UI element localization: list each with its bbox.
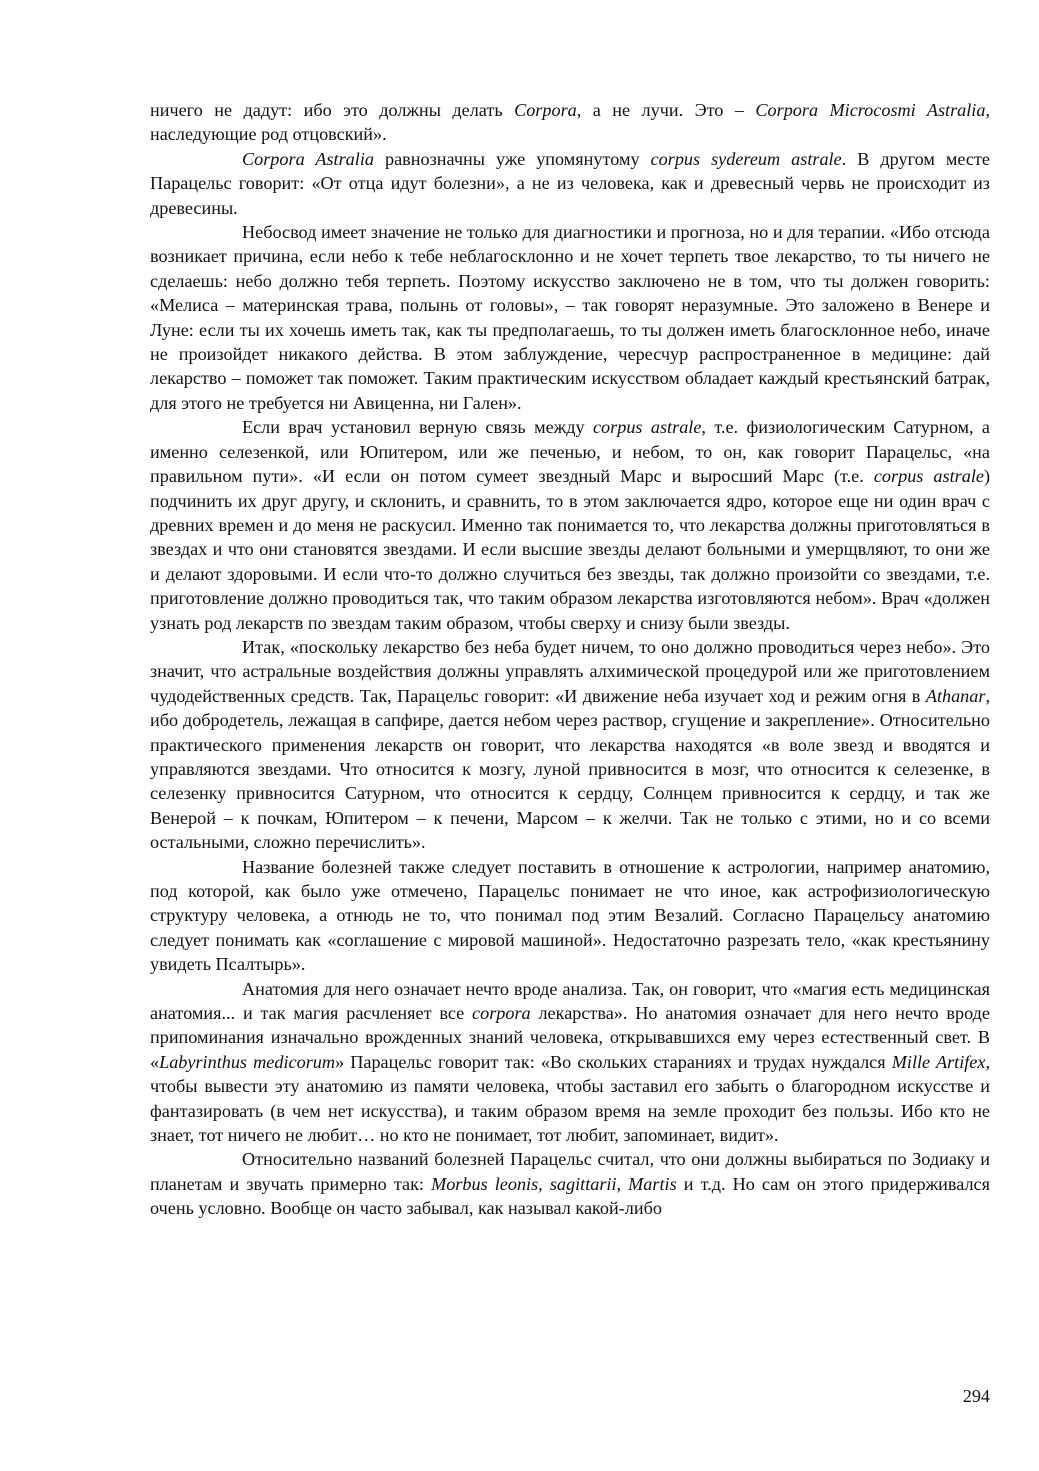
text-run: Название болезней также следует поставить в отношение к астрологии, например анатомию, под которой, как было уже отмечено, Парацельс понимает не что иное, как астрофизиологическую структуру человека, а отнюдь не то, что понимал под этим Везалий. Согласно Парацельсу анатомию следует понимать как «соглашение с мировой машиной». Недостаточно разрезать тело, «как крестьянину увидеть Псалтырь». — [150, 856, 990, 975]
paragraph — [150, 855, 990, 977]
paragraph — [150, 1147, 990, 1220]
text-run: ) подчинить их друг другу, и склонить, и сравнить, то в этом заключается ядро, которое еще ни один врач с древних времен и до меня не раскусил. Именно так понимается то, что лекарства должны приготовляться в звездах и что они становятся звездами. И если высшие звезды делают больными и умерщвляют, то они же и делают здоровыми. И если что-то должно случиться без звезды, так должно произойти со звездами, т.е. приготовление должно проводиться так, что таким образом лекарства изготовляются небом». Врач «должен узнать род лекарств по звездам таким образом, чтобы сверху и снизу были звезды. — [150, 466, 991, 633]
paragraph — [150, 415, 990, 635]
italic-term: Mille Artifex — [891, 1051, 986, 1072]
text-run: , наследующие род отцовский». — [150, 100, 990, 145]
body-text — [150, 98, 990, 1221]
italic-term: Corpora Astralia — [242, 148, 374, 169]
italic-term: Corpora Microcosmi Astralia — [755, 100, 986, 120]
text-run: и т.д. Но сам он этого придерживался очень условно. Вообще он часто забывал, как называл какой-либо — [150, 1173, 990, 1219]
text-run: . В другом месте Парацельс говорит: «От отца идут болезни», а не из человека, как и древесный червь не происходит из древесины. — [150, 148, 990, 218]
italic-term: corpus sydereum astrale — [650, 148, 842, 169]
italic-term: Athanar — [925, 685, 986, 706]
text-run: , ибо добродетель, лежащая в сапфире, дается небом через раствор, сгущение и закрепление». Относительно практического применения лекарств он говорит, что лекарства находятся «в воле звезд и вводятся и управляются звездами. Что относится к мозгу, луной привносится в мозг, что относится к селезенке, в селезенку привносится Сатурном, что относится к сердцу, Солнцем привносится к сердцу, и так же Венерой – к почкам, Юпитером – к печени, Марсом – к желчи. Так не только с этими, но и со всеми остальными, сложно перечислить». — [150, 685, 990, 853]
text-run: , чтобы вывести эту анатомию из памяти человека, чтобы заставил его забыть о благородном искусстве и фантазировать (в чем нет искусства), и таким образом время на земле проходит без пользы. Ибо кто не знает, тот ничего не любит… но кто не понимает, тот любит, запоминает, видит». — [150, 1051, 991, 1146]
paragraph — [150, 147, 990, 220]
text-run: Итак, «поскольку лекарство без неба будет ничем, то оно должно проводиться через небо». Это значит, что астральные воздействия должны управлять алхимической процедурой или же приготовлением чудодейственных средств. Так, Парацельс говорит: «И движение неба изучает ход и режим огня в — [150, 636, 990, 706]
text-run: ничего не дадут: ибо это должны делать — [150, 100, 515, 120]
paragraph — [150, 220, 990, 415]
text-run: Относительно названий болезней Парацельс считал, что они должны выбираться по Зодиаку и планетам и звучать примерно так: — [150, 1149, 990, 1194]
text-run: Небосвод имеет значение не только для диагностики и прогноза, но и для терапии. «Ибо отсюда возникает причина, если небо к тебе неблагосклонно и не хочет терпеть твое лекарство, то ты ничего не сделаешь: небо должно тебя терпеть. Поэтому искусство заключено не в том, что ты должен говорить: «Мелиса – материнская трава, полынь от головы», – так говорят неразумные. Это заложено в Венере и Луне: если ты их хочешь иметь так, как ты предполагаешь, то ты должен иметь благосклонное небо, иначе не произойдет никакого действа. В этом заблуждение, чересчур распространенное в медицине: дай лекарство – поможет так поможет. Таким практическим искусством обладает каждый крестьянский батрак, для этого не требуется ни Авиценна, ни Гален». — [150, 222, 990, 413]
italic-term: corpus astrale — [592, 417, 702, 438]
paragraph — [150, 98, 990, 147]
italic-term: Morbus leonis, sagittarii, Martis — [431, 1173, 677, 1194]
page-number: 294 — [962, 1386, 990, 1406]
italic-term: corpus astrale — [873, 466, 984, 487]
paragraph — [150, 635, 990, 855]
italic-term: Corpora — [514, 100, 577, 120]
text-run: » Парацельс говорит так: «Во скольких стараниях и трудах нуждался — [335, 1051, 892, 1072]
text-run: , т.е. физиологическим Сатурном, а именно селезенкой, или Юпитером, или же печенью, и небом, то он, как говорит Парацельс, «на правильном пути». «И если он потом сумеет звездный Марс и выросший Марс (т.е. — [150, 417, 991, 487]
text-run: равнозначны уже упомянутому — [373, 148, 651, 169]
text-run: Если врач установил верную связь между — [242, 417, 593, 438]
text-run: , а не лучи. Это – — [576, 100, 756, 120]
text-run: Анатомия для него означает нечто вроде анализа. Так, он говорит, что «магия есть медицинская анатомия... и так магия расчленяет все — [150, 978, 990, 1024]
text-run: лекарства». Но анатомия означает для него нечто вроде припоминания изначально врожденных знаний человека, открывавшихся ему через естественный свет. В « — [150, 1003, 991, 1072]
italic-term: Labyrinthus medicorum — [159, 1051, 335, 1072]
document-page — [150, 98, 990, 1221]
italic-term: corpora — [472, 1003, 531, 1024]
paragraph — [150, 977, 990, 1148]
